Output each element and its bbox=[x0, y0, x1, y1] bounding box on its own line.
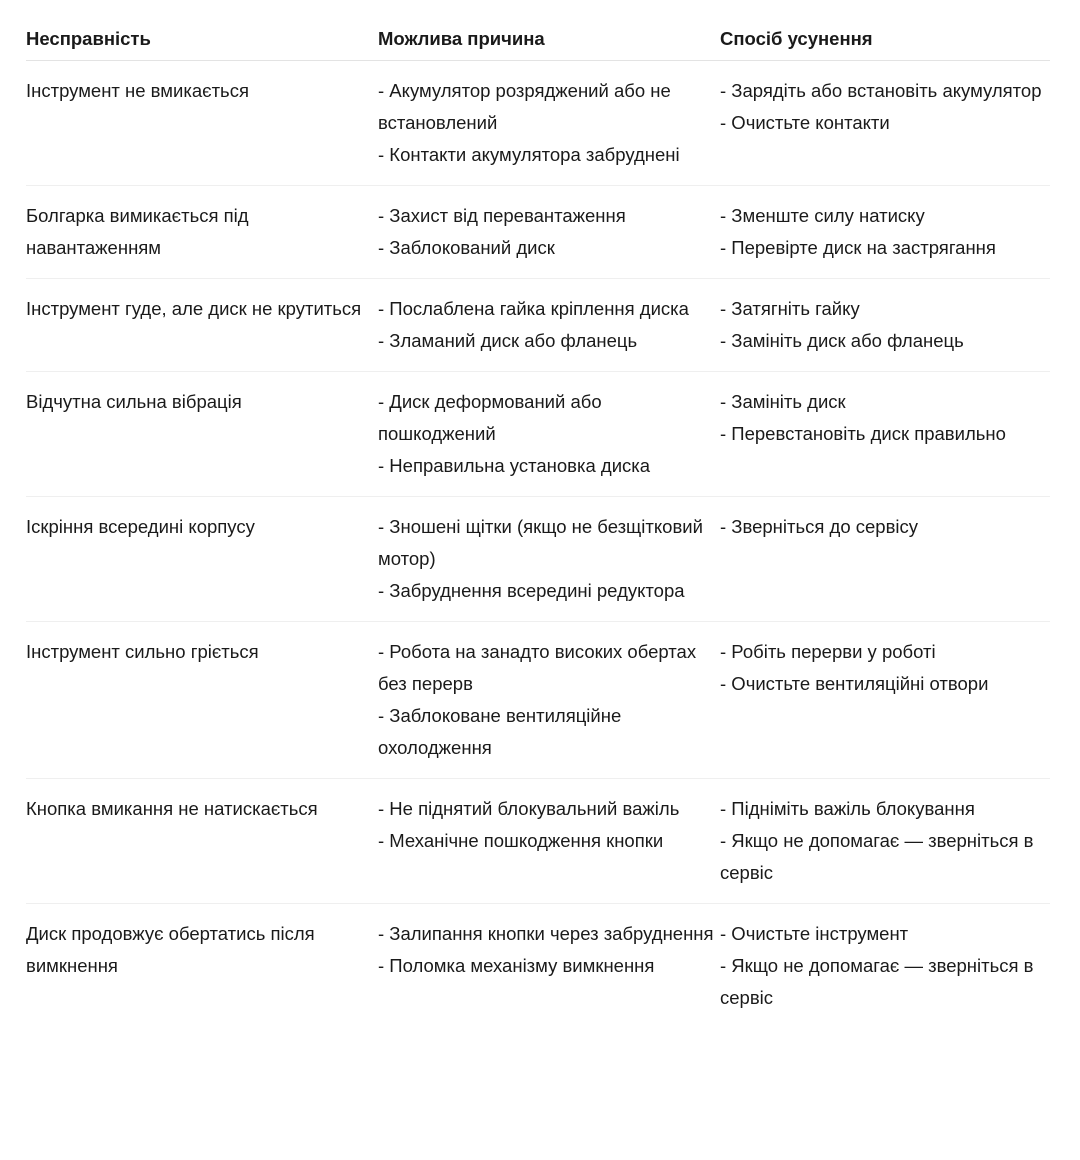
table-row bbox=[26, 779, 1050, 904]
cause-item: - Зношені щітки (якщо не безщітковий мотор) bbox=[378, 516, 703, 569]
fix-item: - Очистьте інструмент bbox=[720, 923, 909, 944]
fix-item: - Замініть диск bbox=[720, 391, 846, 412]
table-body bbox=[26, 61, 1050, 1029]
cause-item: - Робота на занадто високих обертах без перерв bbox=[378, 641, 697, 694]
cause-item: - Залипання кнопки через забруднення bbox=[378, 923, 714, 944]
fault-cell: Інструмент гуде, але диск не крутиться bbox=[26, 279, 378, 372]
fix-item: - Замініть диск або фланець bbox=[720, 330, 964, 351]
cause-item: - Акумулятор розряджений або не встановлений bbox=[378, 80, 671, 133]
cause-cell bbox=[378, 622, 720, 779]
cause-item: - Заблоковане вентиляційне охолодження bbox=[378, 705, 622, 758]
table-row bbox=[26, 186, 1050, 279]
fix-cell bbox=[720, 622, 1050, 779]
fault-cell: Диск продовжує обертатись після вимкнення bbox=[26, 923, 315, 976]
fault-cell: Інструмент сильно гріється bbox=[26, 622, 378, 779]
cause-item: - Поломка механізму вимкнення bbox=[378, 955, 655, 976]
fix-cell bbox=[720, 279, 1050, 372]
fix-cell bbox=[720, 372, 1050, 497]
cause-item: - Заблокований диск bbox=[378, 237, 555, 258]
fault-cell: Інструмент не вмикається bbox=[26, 61, 378, 186]
fix-item: - Перевірте диск на застрягання bbox=[720, 237, 996, 258]
fault-cell: Болгарка вимикається під навантаженням bbox=[26, 186, 378, 279]
cause-cell bbox=[378, 372, 720, 497]
fix-item: - Зверніться до сервісу bbox=[720, 516, 919, 537]
cause-item: - Диск деформований або пошкоджений bbox=[378, 391, 602, 444]
fix-item: - Очистьте контакти bbox=[720, 112, 890, 133]
fix-item: - Підніміть важіль блокування bbox=[720, 798, 975, 819]
table-row bbox=[26, 622, 1050, 779]
fix-item: - Якщо не допомагає — зверніться в сервіс bbox=[720, 830, 1034, 883]
fix-cell bbox=[720, 61, 1050, 186]
fix-item: - Очистьте вентиляційні отвори bbox=[720, 673, 989, 694]
table-row bbox=[26, 372, 1050, 497]
header-cause: Можлива причина bbox=[378, 20, 720, 61]
table-row bbox=[26, 61, 1050, 186]
cause-cell bbox=[378, 279, 720, 372]
fault-cell: Відчутна сильна вібрація bbox=[26, 372, 378, 497]
cause-cell bbox=[378, 497, 720, 622]
cause-item: - Послаблена гайка кріплення диска bbox=[378, 298, 689, 319]
cause-item: - Захист від перевантаження bbox=[378, 205, 626, 226]
fix-item: - Затягніть гайку bbox=[720, 298, 860, 319]
cause-cell bbox=[378, 61, 720, 186]
cause-item: - Зламаний диск або фланець bbox=[378, 330, 638, 351]
table-row bbox=[26, 279, 1050, 372]
troubleshooting-table bbox=[26, 20, 1050, 1028]
fault-cell: Іскріння всередині корпусу bbox=[26, 497, 378, 622]
fix-cell bbox=[720, 779, 1050, 904]
cause-item: - Забруднення всередині редуктора bbox=[378, 580, 685, 601]
header-fix: Спосіб усунення bbox=[720, 20, 1050, 61]
cause-cell bbox=[378, 779, 720, 904]
cause-cell bbox=[378, 904, 720, 1029]
cause-item: - Неправильна установка диска bbox=[378, 455, 651, 476]
cause-cell bbox=[378, 186, 720, 279]
table-row bbox=[26, 497, 1050, 622]
header-fault: Несправність bbox=[26, 20, 378, 61]
fix-item: - Робіть перерви у роботі bbox=[720, 641, 936, 662]
table-row bbox=[26, 904, 1050, 1029]
fix-cell bbox=[720, 186, 1050, 279]
fix-cell bbox=[720, 904, 1050, 1029]
cause-item: - Механічне пошкодження кнопки bbox=[378, 830, 664, 851]
troubleshooting-table-container bbox=[26, 20, 1050, 1028]
fix-item: - Перевстановіть диск правильно bbox=[720, 423, 1006, 444]
fix-item: - Зменште силу натиску bbox=[720, 205, 925, 226]
cause-item: - Не піднятий блокувальний важіль bbox=[378, 798, 680, 819]
fix-item: - Якщо не допомагає — зверніться в сервіс bbox=[720, 955, 1034, 1008]
fix-cell bbox=[720, 497, 1050, 622]
fault-cell: Кнопка вмикання не натискається bbox=[26, 779, 378, 904]
cause-item: - Контакти акумулятора забруднені bbox=[378, 144, 680, 165]
fix-item: - Зарядіть або встановіть акумулятор bbox=[720, 80, 1042, 101]
header-row bbox=[26, 20, 1050, 61]
table-header bbox=[26, 20, 1050, 61]
